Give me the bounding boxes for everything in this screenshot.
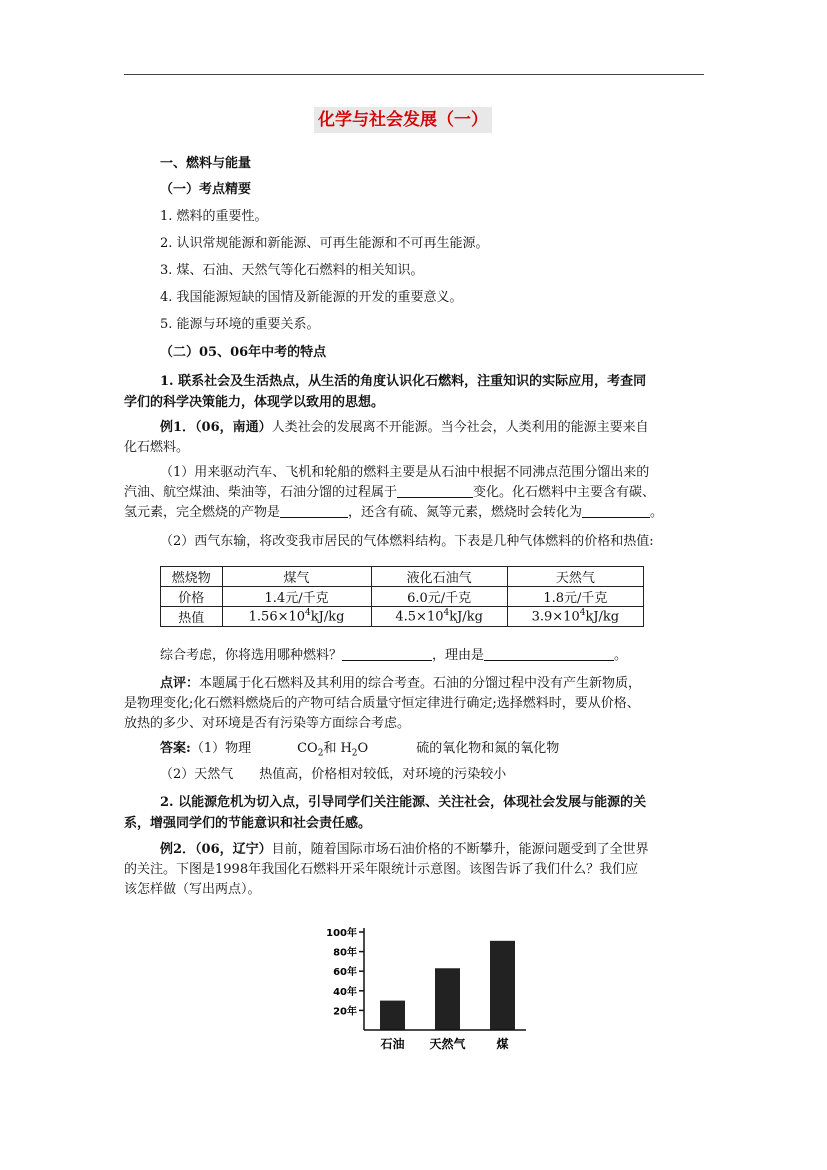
point-4: 4. 我国能源短缺的国情及新能源的开发的重要意义。 (160, 290, 463, 305)
answer-line-2: （2）天然气 热值高，价格相对较低，对环境的污染较小 (160, 767, 507, 782)
table-cell: $1.56\times 10^4kJ/kg$ (222, 607, 371, 627)
x-category-label: 石油 (380, 1037, 405, 1051)
x-category-label: 煤 (496, 1037, 509, 1051)
answer-blank[interactable] (342, 646, 432, 661)
example-1-intro-2: 化石燃料。 (124, 440, 190, 455)
y-tick-label: 80年 (333, 947, 357, 959)
point-3: 3. 煤、石油、天然气等化石燃料的相关知识。 (160, 263, 424, 278)
table-header-cell: 天然气 (507, 567, 643, 587)
table-row (161, 607, 644, 627)
fuel-years-bar-chart (320, 922, 530, 1057)
table-header-cell: 液化石油气 (371, 567, 507, 587)
table-cell: $4.5\times 10^4kJ/kg$ (371, 607, 507, 627)
table-cell: $3.9\times 10^4kJ/kg$ (507, 607, 643, 627)
example-1-intro: 例1．（06，南通）人类社会的发展离不开能源。当今社会，人类利用的能源主要来自 (160, 420, 649, 435)
point-5: 5. 能源与环境的重要关系。 (160, 317, 320, 332)
point-1: 1. 燃料的重要性。 (160, 209, 268, 224)
y-tick-label: 100年 (326, 928, 357, 939)
answer-blank[interactable] (582, 503, 650, 518)
bar-0 (380, 1001, 405, 1030)
section-heading: 一、燃料与能量 (160, 156, 252, 171)
y-tick-label: 60年 (333, 967, 357, 979)
example-2-line-3: 该怎样做（写出两点）。 (124, 882, 261, 897)
feature-2-line-2: 系，增强同学们的节能意识和社会责任感。 (124, 816, 372, 831)
question-1-line-2: 汽油、航空煤油、柴油等，石油分馏的过程属于 变化。化石燃料中主要含有碳、 (124, 485, 656, 500)
header-rule (124, 74, 704, 75)
example-label: 例1．（06，南通） (160, 420, 272, 435)
y-tick-label: 40年 (333, 986, 357, 998)
bar-1 (435, 968, 460, 1030)
table-cell: 1.4元/千克 (222, 587, 371, 607)
subsection-heading: （二）05、06年中考的特点 (160, 345, 327, 360)
answer-blank[interactable] (397, 483, 473, 498)
answer-label: 答案: (160, 741, 191, 756)
table-cell: 1.8元/千克 (507, 587, 643, 607)
table-cell: 价格 (161, 587, 223, 607)
question-2-line: （2）西气东输，将改变我市居民的气体燃料结构。下表是几种气体燃料的价格和热值: (160, 534, 654, 549)
comment-label: 点评： (160, 676, 200, 691)
feature-2-line-1: 2. 以能源危机为切入点，引导同学们关注能源、关注社会，体现社会发展与能源的关 (160, 795, 647, 810)
table-cell: 6.0元/千克 (371, 587, 507, 607)
question-1-line-3: 氢元素，完全燃烧的产物是 ，还含有硫、氮等元素，燃烧时会转化为 。 (124, 505, 664, 520)
example-2-line-2: 的关注。下图是1998年我国化石燃料开采年限统计示意图。该图告诉了我们什么？我们应 (124, 862, 639, 877)
example-label: 例2．（06，辽宁） (160, 842, 272, 857)
page-title: 化学与社会发展（一） (314, 107, 492, 133)
table-row (161, 587, 644, 607)
y-tick-label: 20年 (333, 1006, 357, 1018)
answer-blank[interactable] (280, 503, 348, 518)
comment-line-2: 是物理变化;化石燃料燃烧后的产物可结合质量守恒定律进行确定;选择燃料时，要从价格、 (124, 696, 640, 711)
table-cell: 热值 (161, 607, 223, 627)
subsection-heading: （一）考点精要 (160, 182, 252, 197)
question-1-line-1: （1）用来驱动汽车、飞机和轮船的燃料主要是从石油中根据不同沸点范围分馏出来的 (160, 465, 650, 480)
comment-line-1: 点评：本题属于化石燃料及其利用的综合考查。石油的分馏过程中没有产生新物质， (160, 676, 642, 691)
point-2: 2. 认识常规能源和新能源、可再生能源和不可再生能源。 (160, 236, 489, 251)
answer-line-1: 答案:（1）物理 $CO_2$和 $H_2O$ 硫的氧化物和氮的氧化物 (160, 741, 560, 759)
comment-line-3: 放热的多少、对环境是否有污染等方面综合考虑。 (124, 716, 411, 731)
question-2-followup: 综合考虑，你将选用哪种燃料？ ，理由是 。 (160, 648, 628, 663)
table-header-cell: 燃烧物 (161, 567, 223, 587)
x-category-label: 天然气 (429, 1037, 466, 1051)
bar-2 (490, 941, 515, 1030)
example-2-intro: 例2．（06，辽宁）目前，随着国际市场石油价格的不断攀升，能源问题受到了全世界 (160, 842, 649, 857)
feature-1-line-1: 1. 联系社会及生活热点，从生活的角度认识化石燃料，注重知识的实际应用，考查同 (160, 374, 647, 389)
table-header-cell: 煤气 (222, 567, 371, 587)
table-row (161, 567, 644, 587)
answer-blank[interactable] (484, 646, 614, 661)
feature-1-line-2: 学们的科学决策能力，体现学以致用的思想。 (124, 395, 385, 410)
fuel-table (160, 566, 644, 627)
